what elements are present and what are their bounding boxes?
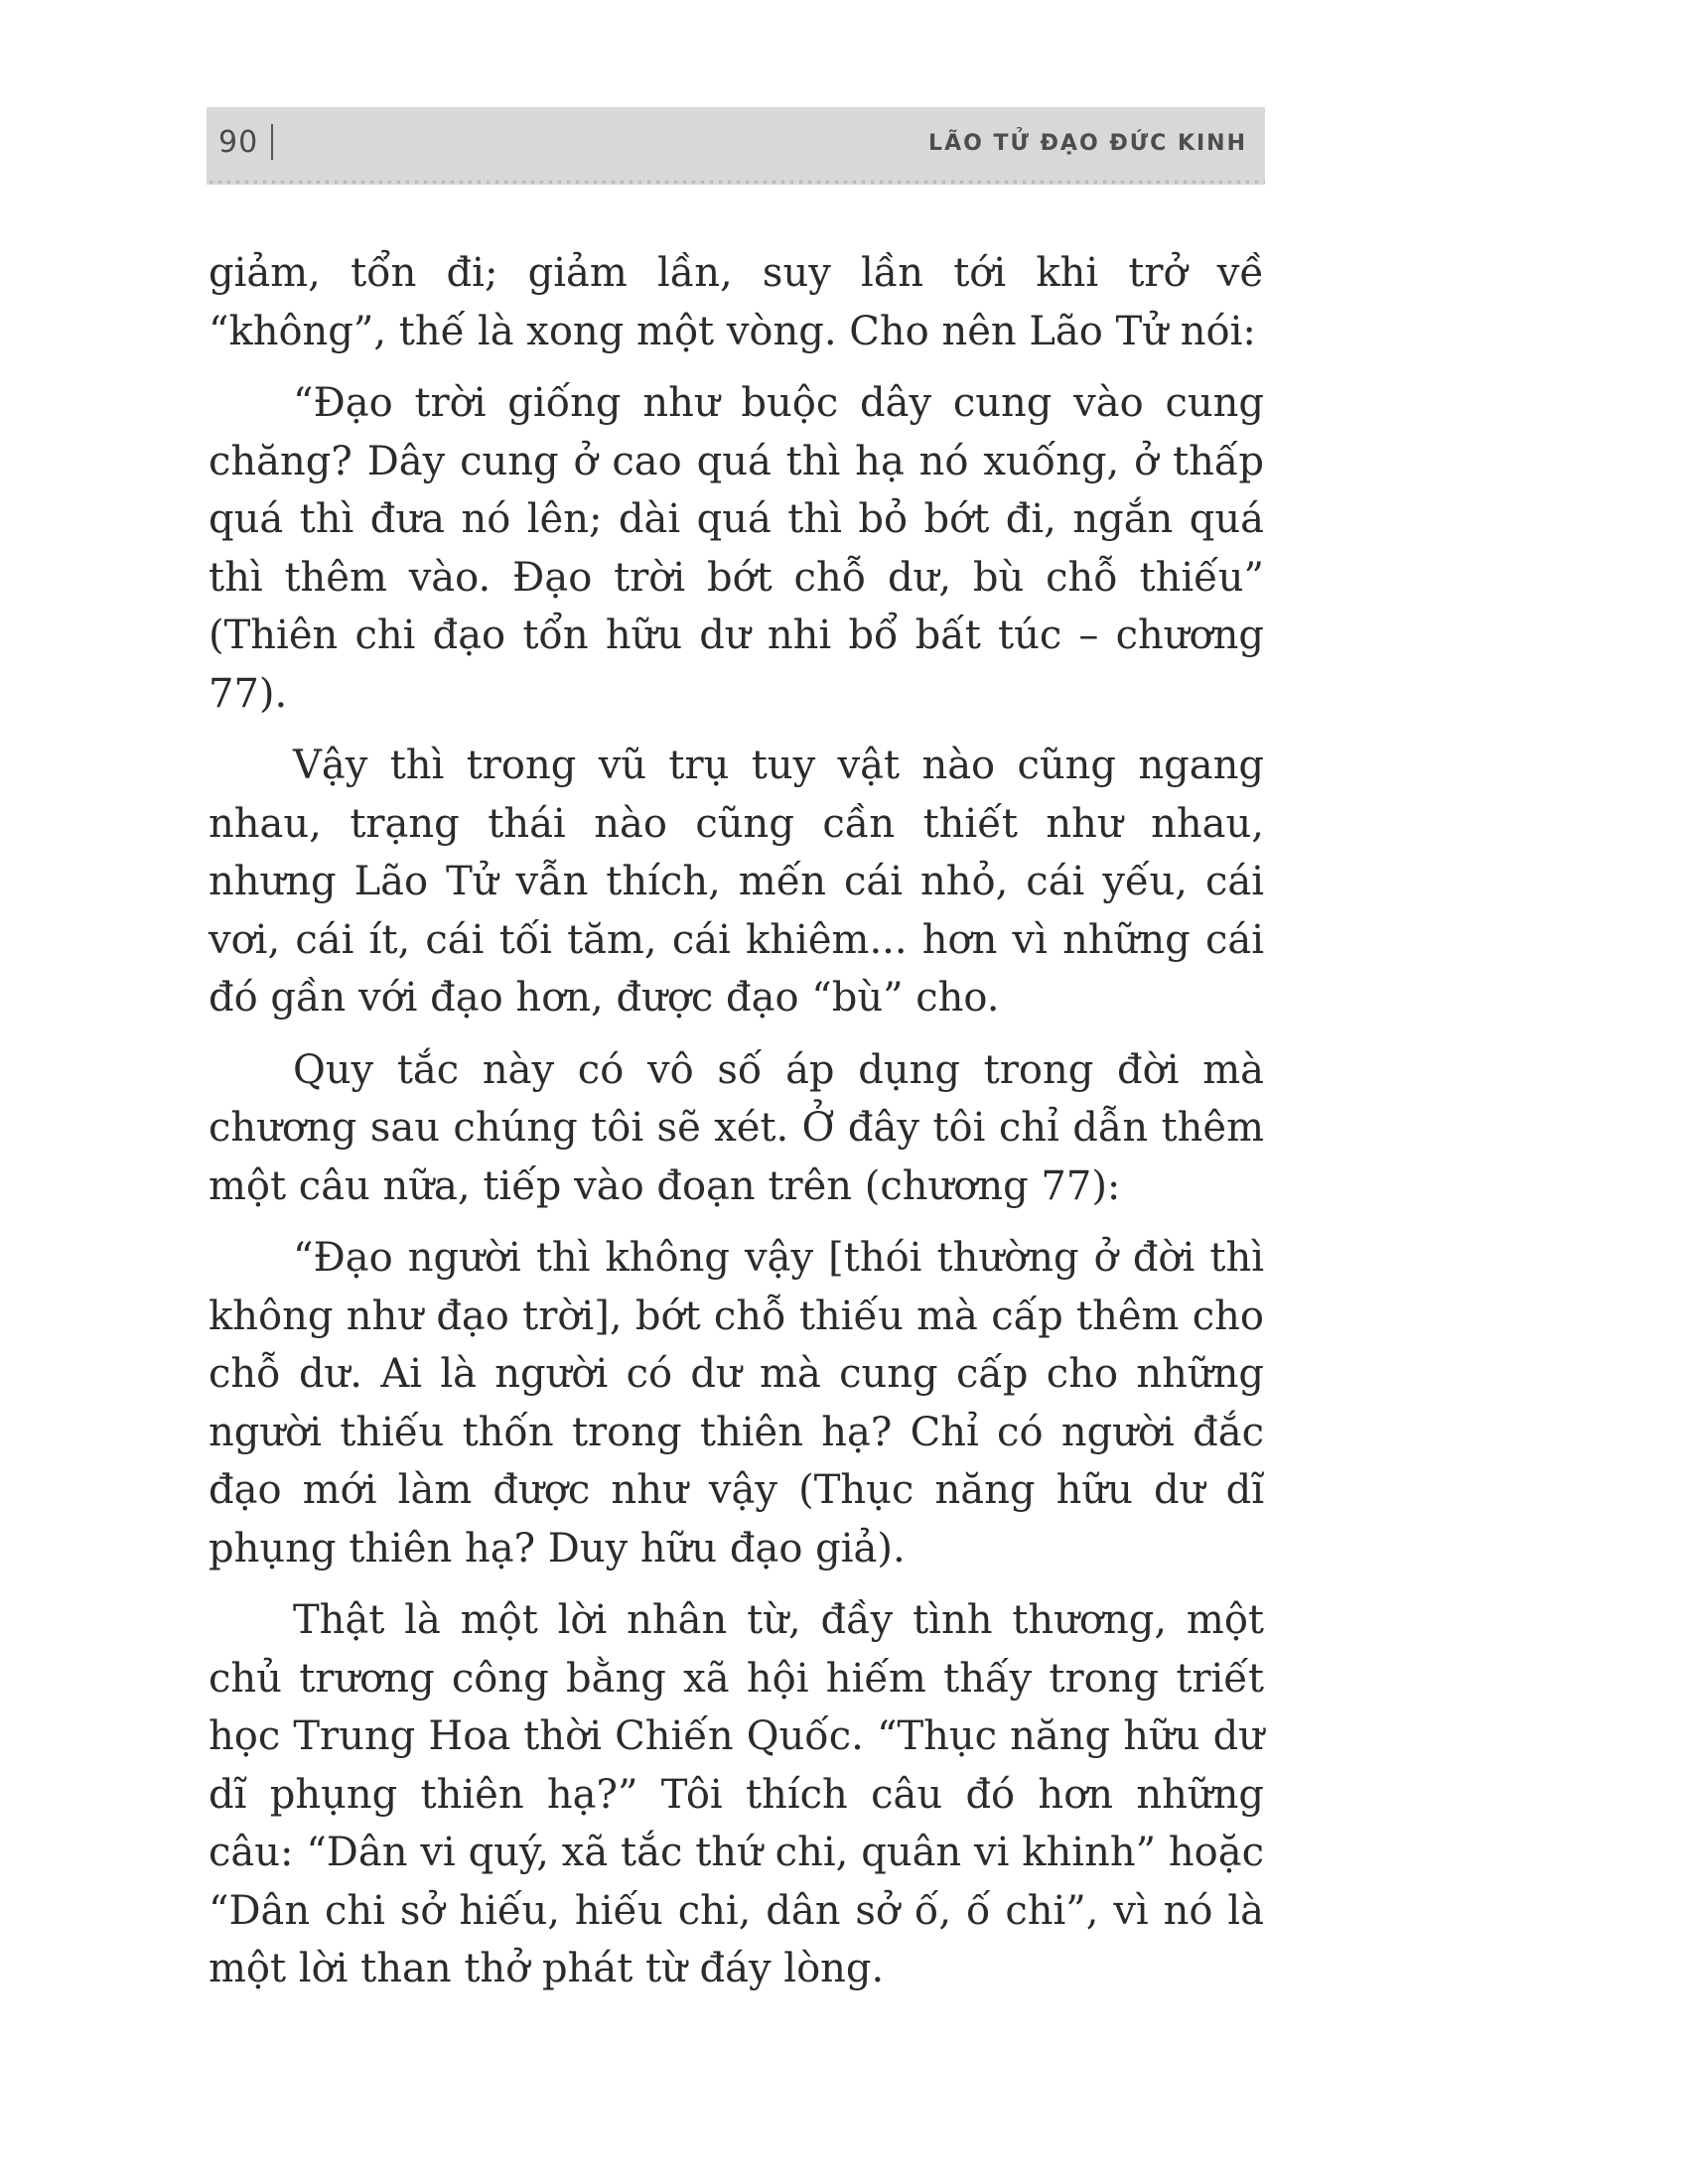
paragraph: Thật là một lời nhân từ, đầy tình thương, một chủ trương công bằng xã hội hiếm thấy trong triết học Trung Hoa thời Chiến Quốc. “Thục năng hữu dư dĩ phụng thiên hạ?” Tôi thích câu đó hơn những câu: “Dân vi quý, xã tắc thứ chi, quân vi khinh” hoặc “Dân chi sở hiếu, hiếu chi, dân sở ố, ố chi”, vì nó là một lời than thở phát từ đáy lòng. — [209, 1597, 1264, 1991]
paragraph: Quy tắc này có vô số áp dụng trong đời mà chương sau chúng tôi sẽ xét. Ở đây tôi chỉ dẫn thêm một câu nữa, tiếp vào đoạn trên (chương 77): — [209, 1046, 1264, 1209]
body-text — [209, 244, 1264, 2012]
paragraph-quote: “Đạo trời giống như buộc dây cung vào cung chăng? Dây cung ở cao quá thì hạ nó xuống, ở thấp quá thì đưa nó lên; dài quá thì bỏ bớt đi, ngắn quá thì thêm vào. Đạo trời bớt chỗ dư, bù chỗ thiếu” (Thiên chi đạo tổn hữu dư nhi bổ bất túc – chương 77). — [209, 380, 1264, 717]
header-dotted-border — [207, 180, 1265, 185]
paragraph-quote: “Đạo người thì không vậy [thói thường ở đời thì không như đạo trời], bớt chỗ thiếu mà cấp thêm cho chỗ dư. Ai là người có dư mà cung cấp cho những người thiếu thốn trong thiên hạ? Chỉ có người đắc đạo mới làm được như vậy (Thục năng hữu dư dĩ phụng thiên hạ? Duy hữu đạo giả). — [209, 1235, 1264, 1571]
page-number: 90 — [218, 125, 259, 160]
running-header — [207, 107, 1265, 185]
running-title: LÃO TỬ ĐẠO ĐỨC KINH — [928, 131, 1247, 156]
paragraph: giảm, tổn đi; giảm lần, suy lần tới khi trở về “không”, thế là xong một vòng. Cho nên Lão Tử nói: — [209, 250, 1264, 354]
paragraph: Vậy thì trong vũ trụ tuy vật nào cũng ngang nhau, trạng thái nào cũng cần thiết như nhau, nhưng Lão Tử vẫn thích, mến cái nhỏ, cái yếu, cái vơi, cái ít, cái tối tăm, cái khiêm... hơn vì những cái đó gần với đạo hơn, được đạo “bù” cho. — [209, 743, 1264, 1021]
header-divider — [271, 124, 273, 160]
